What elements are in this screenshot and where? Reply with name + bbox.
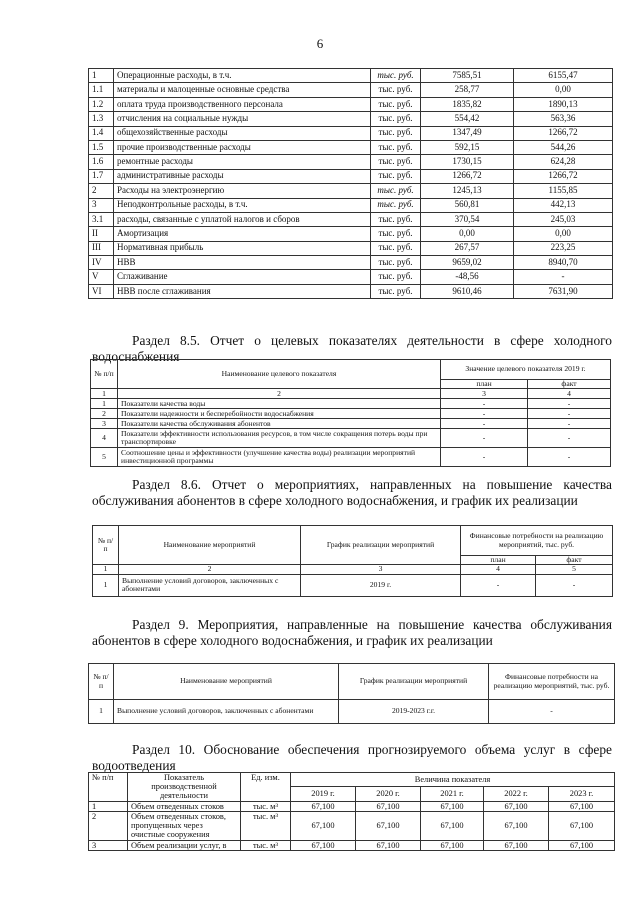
row-name: ремонтные расходы: [114, 155, 371, 169]
row-name: общехозяйственные расходы: [114, 126, 371, 140]
header-plan: план: [461, 556, 536, 565]
page-number: 6: [316, 36, 324, 51]
table-row: [89, 840, 615, 850]
header-value: Величина показателя: [291, 773, 615, 787]
row-unit: тыс. руб.: [371, 69, 421, 83]
row-value-fact: 1155,85: [514, 184, 613, 198]
row-name: прочие производственные расходы: [114, 140, 371, 154]
row-value: 67,100: [484, 811, 549, 840]
col-num: 3: [301, 565, 461, 574]
row-value-fact: 1266,72: [514, 169, 613, 183]
col-num: 1: [91, 389, 118, 399]
row-value-fact: 1890,13: [514, 97, 613, 111]
row-value: 67,100: [356, 840, 421, 850]
row-num: 4: [91, 429, 118, 448]
row-unit: тыс. руб.: [371, 212, 421, 226]
table-row: [89, 112, 613, 126]
col-num: 4: [528, 389, 611, 399]
row-num: 1.5: [89, 140, 114, 154]
section-8-6-heading: Раздел 8.6. Отчет о мероприятиях, направленных на повышение качества обслуживания абонентов в сфере холодного водоснабжения, и график их реализации: [92, 477, 612, 508]
row-name: НВВ: [114, 256, 371, 270]
row-value-plan: 1835,82: [421, 97, 514, 111]
row-plan: -: [441, 429, 528, 448]
header-num: № п/п: [91, 360, 118, 389]
row-value-fact: 6155,47: [514, 69, 613, 83]
header-value: Значение целевого показателя 2019 г.: [441, 360, 611, 380]
row-value: 67,100: [484, 801, 549, 811]
header-name: Наименование мероприятий: [119, 526, 301, 565]
table-row: [91, 429, 611, 448]
row-value: 67,100: [291, 840, 356, 850]
row-num: 1.3: [89, 112, 114, 126]
row-name: Сглаживание: [114, 270, 371, 284]
row-name: Объем отведенных стоков, пропущенных через очистные сооружения: [128, 811, 241, 840]
header-fin: Финансовые потребности на реализацию мероприятий, тыс. руб.: [489, 664, 615, 700]
row-num: 1: [89, 69, 114, 83]
header-schedule: График реализации мероприятий: [301, 526, 461, 565]
row-unit: тыс. руб.: [371, 155, 421, 169]
row-num: 2: [89, 811, 128, 840]
row-unit: тыс. м³: [241, 840, 291, 850]
row-name: Показатели эффективности использования ресурсов, в том числе сокращения потерь воды при транспортировке: [118, 429, 441, 448]
table-row: [89, 270, 613, 284]
row-value-plan: 7585,51: [421, 69, 514, 83]
section-9-heading: Раздел 9. Мероприятия, направленные на повышение качества обслуживания абонентов в сфере холодного водоснабжения, и график их реализации: [92, 617, 612, 648]
table-row: [89, 811, 615, 840]
row-value-fact: 1266,72: [514, 126, 613, 140]
header-year: 2022 г.: [484, 787, 549, 801]
header-name: Показатель производственной деятельности: [128, 773, 241, 802]
header-year: 2020 г.: [356, 787, 421, 801]
row-value-fact: 0,00: [514, 227, 613, 241]
header-num: № п/п: [89, 664, 114, 700]
row-unit: тыс. руб.: [371, 112, 421, 126]
table-row: [89, 184, 613, 198]
row-fact: -: [528, 448, 611, 467]
col-num: 5: [536, 565, 613, 574]
row-unit: тыс. руб.: [371, 169, 421, 183]
col-num: 4: [461, 565, 536, 574]
row-value-fact: -: [514, 270, 613, 284]
row-plan: -: [441, 409, 528, 419]
row-plan: -: [441, 419, 528, 429]
row-num: 1.6: [89, 155, 114, 169]
table-row: [89, 284, 613, 298]
row-value-fact: 0,00: [514, 83, 613, 97]
row-unit: тыс. руб.: [371, 184, 421, 198]
row-value-plan: 1245,13: [421, 184, 514, 198]
row-value-plan: 554,42: [421, 112, 514, 126]
table-row: [89, 155, 613, 169]
row-value: 67,100: [291, 801, 356, 811]
activities-plan-table: [88, 663, 615, 724]
row-name: Операционные расходы, в т.ч.: [114, 69, 371, 83]
row-value: 67,100: [291, 811, 356, 840]
row-plan: -: [441, 399, 528, 409]
header-fin: Финансовые потребности на реализацию мероприятий, тыс. руб.: [461, 526, 613, 556]
col-num: 2: [119, 565, 301, 574]
row-value-fact: 544,26: [514, 140, 613, 154]
col-num: 3: [441, 389, 528, 399]
row-unit: тыс. руб.: [371, 97, 421, 111]
table-row: [91, 399, 611, 409]
table-row: [89, 801, 615, 811]
table-row: [89, 198, 613, 212]
row-schedule: 2019 г.: [301, 574, 461, 596]
row-plan: -: [461, 574, 536, 596]
table-row: [89, 256, 613, 270]
header-year: 2023 г.: [549, 787, 615, 801]
row-value-plan: 1730,15: [421, 155, 514, 169]
row-value: 67,100: [356, 811, 421, 840]
table-row: [91, 419, 611, 429]
header-num: № п/п: [93, 526, 119, 565]
row-fact: -: [528, 409, 611, 419]
row-unit: тыс. руб.: [371, 284, 421, 298]
header-year: 2021 г.: [421, 787, 484, 801]
row-unit: тыс. руб.: [371, 270, 421, 284]
row-value: 67,100: [549, 840, 615, 850]
row-name: оплата труда производственного персонала: [114, 97, 371, 111]
row-num: V: [89, 270, 114, 284]
row-name: Показатели качества воды: [118, 399, 441, 409]
row-value: 67,100: [421, 801, 484, 811]
row-value: 67,100: [549, 801, 615, 811]
row-value-plan: 0,00: [421, 227, 514, 241]
row-value: 67,100: [421, 840, 484, 850]
wastewater-volume-table: [88, 772, 615, 851]
row-num: 5: [91, 448, 118, 467]
table-row: [89, 97, 613, 111]
row-value: 67,100: [484, 840, 549, 850]
header-num: № п/п: [89, 773, 128, 802]
row-value-fact: 223,25: [514, 241, 613, 255]
row-num: 3: [89, 840, 128, 850]
row-num: VI: [89, 284, 114, 298]
row-fin: -: [489, 700, 615, 724]
activities-report-table: [92, 525, 613, 597]
row-num: II: [89, 227, 114, 241]
row-num: 3.1: [89, 212, 114, 226]
row-unit: тыс. м³: [241, 801, 291, 811]
table-row: [89, 140, 613, 154]
row-name: Расходы на электроэнергию: [114, 184, 371, 198]
target-indicators-table: [90, 359, 611, 467]
row-fact: -: [528, 419, 611, 429]
header-fact: факт: [536, 556, 613, 565]
row-value-fact: 442,13: [514, 198, 613, 212]
col-num: 1: [93, 565, 119, 574]
row-num: 2: [91, 409, 118, 419]
row-num: 1.7: [89, 169, 114, 183]
row-unit: тыс. руб.: [371, 227, 421, 241]
row-value-plan: 592,15: [421, 140, 514, 154]
row-value: 67,100: [421, 811, 484, 840]
row-value-plan: 1266,72: [421, 169, 514, 183]
section-10-heading: Раздел 10. Обоснование обеспечения прогнозируемого объема услуг в сфере водоотведения: [92, 742, 612, 773]
table-row: [89, 227, 613, 241]
row-name: расходы, связанные с уплатой налогов и сборов: [114, 212, 371, 226]
row-schedule: 2019-2023 г.г.: [339, 700, 489, 724]
row-value-plan: -48,56: [421, 270, 514, 284]
row-num: 3: [91, 419, 118, 429]
row-num: 1: [89, 801, 128, 811]
row-num: 2: [89, 184, 114, 198]
row-num: 3: [89, 198, 114, 212]
row-value: 67,100: [356, 801, 421, 811]
table-row: [89, 69, 613, 83]
header-year: 2019 г.: [291, 787, 356, 801]
row-value-plan: 9659,02: [421, 256, 514, 270]
row-value-fact: 563,36: [514, 112, 613, 126]
row-name: Объем реализации услуг, в: [128, 840, 241, 850]
header-fact: факт: [528, 380, 611, 389]
header-name: Наименование целевого показателя: [118, 360, 441, 389]
row-value-fact: 8940,70: [514, 256, 613, 270]
row-name: материалы и малоценные основные средства: [114, 83, 371, 97]
row-fact: -: [536, 574, 613, 596]
section-8-5-heading: Раздел 8.5. Отчет о целевых показателях деятельности в сфере холодного водоснабжения: [92, 333, 612, 364]
row-num: 1.4: [89, 126, 114, 140]
header-unit: Ед. изм.: [241, 773, 291, 802]
row-value-plan: 560,81: [421, 198, 514, 212]
row-name: административные расходы: [114, 169, 371, 183]
row-num: 1: [91, 399, 118, 409]
row-num: 1: [89, 700, 114, 724]
row-name: Амортизация: [114, 227, 371, 241]
row-name: Показатели качества обслуживания абонентов: [118, 419, 441, 429]
row-unit: тыс. руб.: [371, 241, 421, 255]
row-name: отчисления на социальные нужды: [114, 112, 371, 126]
col-num: 2: [118, 389, 441, 399]
table-row: [91, 409, 611, 419]
row-num: 1.2: [89, 97, 114, 111]
row-value-fact: 624,28: [514, 155, 613, 169]
row-value-plan: 258,77: [421, 83, 514, 97]
row-name: Нормативная прибыль: [114, 241, 371, 255]
table-row: [89, 169, 613, 183]
row-name: Выполнение условий договоров, заключенных с абонентами: [114, 700, 339, 724]
row-fact: -: [528, 429, 611, 448]
table-row: [89, 241, 613, 255]
table-row: [91, 448, 611, 467]
row-num: 1.1: [89, 83, 114, 97]
row-unit: тыс. руб.: [371, 256, 421, 270]
row-unit: тыс. руб.: [371, 198, 421, 212]
row-value-plan: 9610,46: [421, 284, 514, 298]
row-name: Объем отведенных стоков: [128, 801, 241, 811]
row-num: 1: [93, 574, 119, 596]
row-name: Неподконтрольные расходы, в т.ч.: [114, 198, 371, 212]
header-name: Наименование мероприятий: [114, 664, 339, 700]
row-unit: тыс. руб.: [371, 140, 421, 154]
table-row: [89, 212, 613, 226]
row-unit: тыс. м³: [241, 811, 291, 840]
row-name: НВВ после сглаживания: [114, 284, 371, 298]
row-name: Выполнение условий договоров, заключенных с абонентами: [119, 574, 301, 596]
row-name: Соотношение цены и эффективности (улучшение качества воды) реализации мероприятий инвестиционной программы: [118, 448, 441, 467]
row-value-plan: 267,57: [421, 241, 514, 255]
row-unit: тыс. руб.: [371, 126, 421, 140]
row-value-plan: 370,54: [421, 212, 514, 226]
row-name: Показатели надежности и бесперебойности водоснабжения: [118, 409, 441, 419]
row-num: III: [89, 241, 114, 255]
row-unit: тыс. руб.: [371, 83, 421, 97]
header-plan: план: [441, 380, 528, 389]
row-value-plan: 1347,49: [421, 126, 514, 140]
row-fact: -: [528, 399, 611, 409]
row-value-fact: 245,03: [514, 212, 613, 226]
cost-table: [88, 68, 613, 299]
row-num: IV: [89, 256, 114, 270]
header-schedule: График реализации мероприятий: [339, 664, 489, 700]
table-row: [89, 126, 613, 140]
row-plan: -: [441, 448, 528, 467]
row-value-fact: 7631,90: [514, 284, 613, 298]
row-value: 67,100: [549, 811, 615, 840]
table-row: [89, 83, 613, 97]
